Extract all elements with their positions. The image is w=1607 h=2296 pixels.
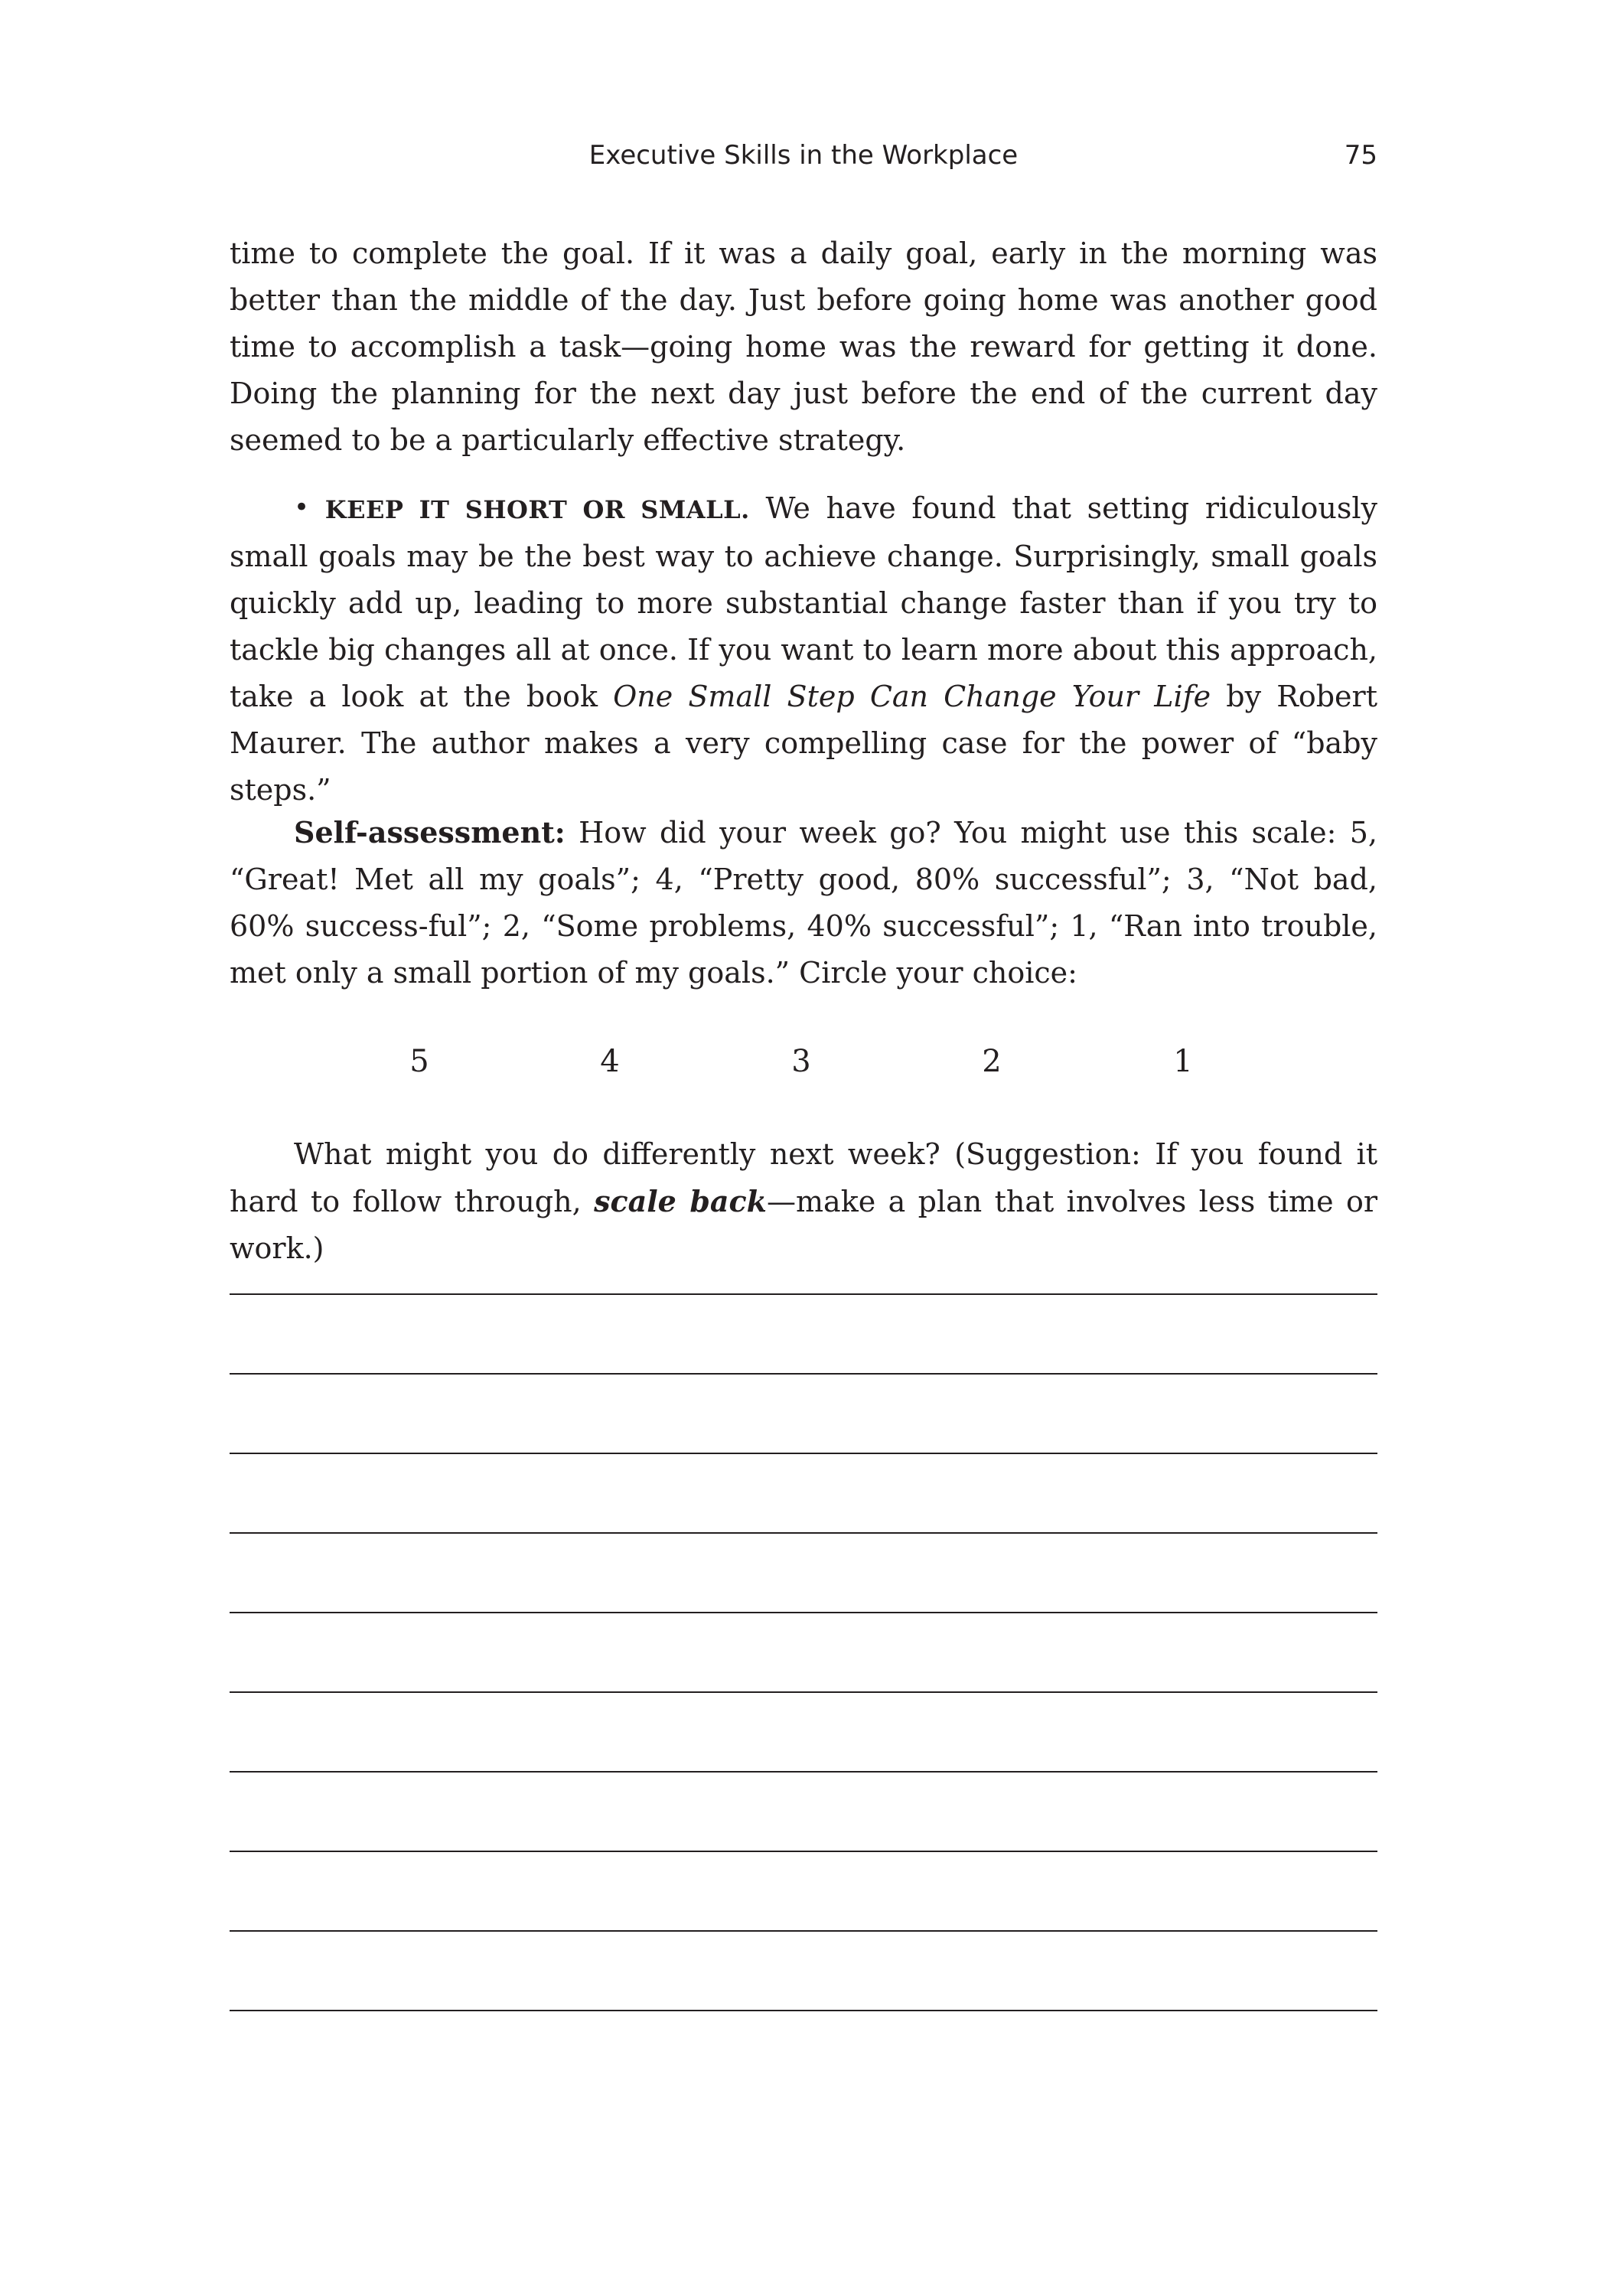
running-title: Executive Skills in the Workplace — [588, 140, 1019, 171]
writing-line[interactable] — [230, 1930, 1377, 1932]
paragraph-text: by Robert Maurer. The author makes a very compelling case for the power of “baby steps.” — [230, 680, 1377, 807]
paragraph-continuation: time to complete the goal. If it was a daily goal, early in the morning was better than the middle of the day. Just before going home was another good time to accomplish a task—going home was the reward for getting it done. Doing the planning for the next day just before the end of the current day seemed to be a particularly effective strategy. — [230, 236, 1377, 457]
rating-option-5[interactable]: 5 — [409, 1044, 429, 1079]
writing-line[interactable] — [230, 1612, 1377, 1613]
paragraph-text: What might you do differently next week? (Suggestion: If you found it hard to follow through, — [230, 1137, 1377, 1218]
self-assessment-label: Self-assessment: — [294, 815, 566, 850]
rating-option-2[interactable]: 2 — [982, 1044, 1002, 1079]
writing-line[interactable] — [230, 1453, 1377, 1454]
emphasis-scale-back: scale back — [594, 1184, 768, 1218]
writing-line[interactable] — [230, 1373, 1377, 1375]
bullet-icon: • — [294, 492, 310, 523]
paragraph-self-assessment — [230, 809, 1377, 996]
paragraph-text: How did your week go? You might use this scale: 5, “Great! Met all my goals”; 4, “Pretty good, 80% successful”; 3, “Not bad, 60% success-ful”; 2, “Some problems, 40% successful”; 1, “Ran into trouble, met only a small portion of my goals.” Circle your choice: — [230, 816, 1377, 990]
book-title: One Small Step Can Change Your Life — [613, 680, 1211, 713]
page-number: 75 — [1344, 140, 1377, 171]
running-head — [230, 136, 1377, 174]
paragraph-text: We have found that setting ridiculously small goals may be the best way to achieve change. Surprisingly, small goals quickly add up, leading to more substantial change faster than if you try to tackle big changes all at once. If you want to learn more about this approach, take a look at the book — [230, 491, 1378, 713]
paragraph-next-week — [230, 1131, 1377, 1272]
rating-option-3[interactable]: 3 — [791, 1044, 811, 1079]
writing-line[interactable] — [230, 1851, 1377, 1852]
writing-line[interactable] — [230, 2010, 1377, 2011]
rating-option-4[interactable]: 4 — [600, 1044, 620, 1079]
writing-line[interactable] — [230, 1532, 1377, 1534]
rating-option-1[interactable]: 1 — [1173, 1044, 1193, 1079]
rating-scale — [230, 1035, 1377, 1088]
bullet-heading: KEEP IT SHORT OR SMALL. — [324, 495, 750, 524]
paragraph-text: —make a plan that involves less time or work.) — [230, 1185, 1377, 1265]
writing-line[interactable] — [230, 1691, 1377, 1693]
writing-line[interactable] — [230, 1293, 1377, 1295]
writing-line[interactable] — [230, 1771, 1377, 1773]
paragraph-keep-it-short — [230, 485, 1377, 814]
